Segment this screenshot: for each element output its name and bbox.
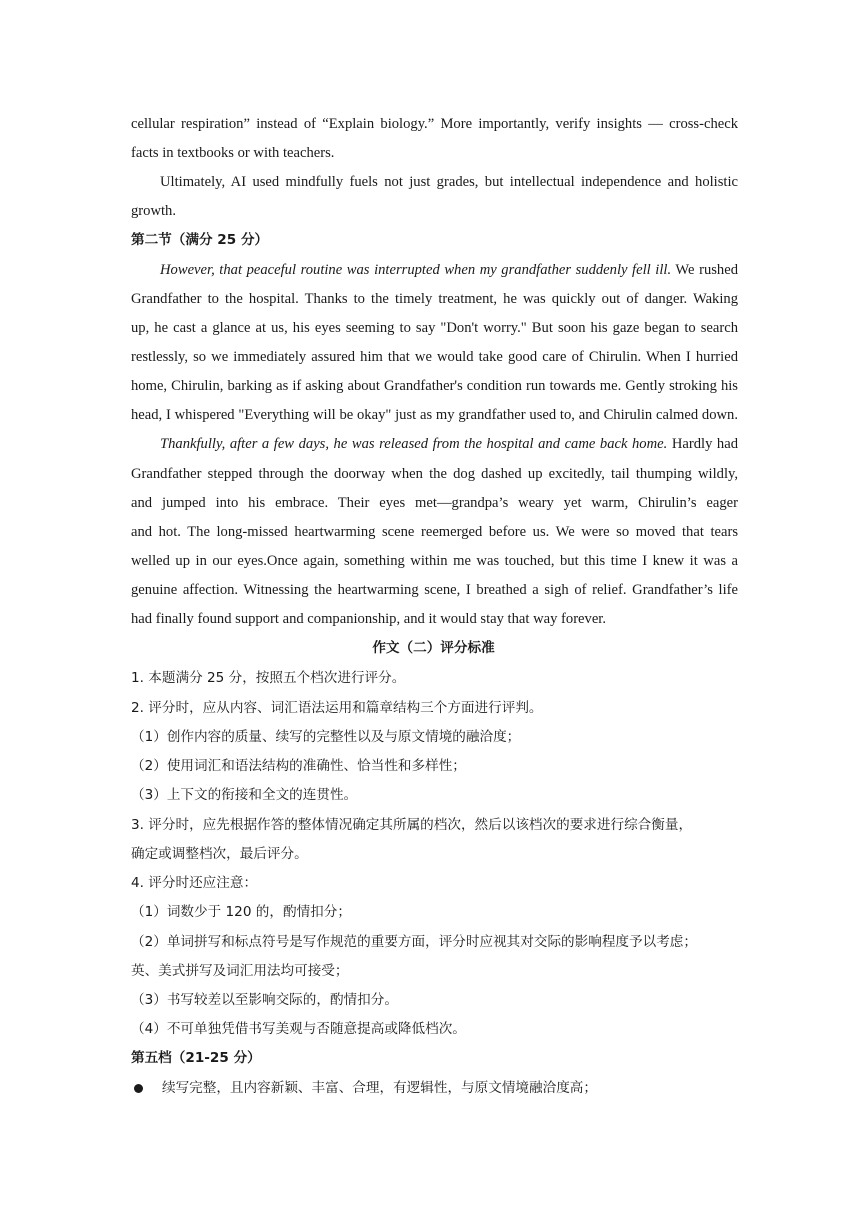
rubric-item-2-1: （1）创作内容的质量、续写的完整性以及与原文情境的融洽度； — [131, 729, 521, 745]
part1-line-2: facts in textbooks or with teachers. — [131, 145, 335, 161]
rubric-item-4-2-line-1: （2）单词拼写和标点符号是写作规范的重要方面，评分时应视其对交际的影响程度予以考虑； — [131, 934, 697, 950]
section2-heading: 第二节（满分 25 分） — [131, 232, 269, 248]
rubric-item-3-line-1: 3. 评分时，应先根据作答的整体情况确定其所属的档次，然后以该档次的要求进行综合衡量， — [131, 817, 693, 833]
p2-line-2: Grandfather stepped through the doorway when the dog dashed up excitedly, tail thumping wildly, — [131, 466, 738, 482]
p2-line-3: and jumped into his embrace. Their eyes met—grandpa’s weary yet warm, Chirulin’s eager — [131, 495, 738, 511]
rubric-item-2-3: （3）上下文的衔接和全文的连贯性。 — [131, 787, 358, 803]
p2-line-5: welled up in our eyes.Once again, something within me was touched, but this time I knew it was a — [131, 553, 738, 569]
rubric-item-4-3: （3）书写较差以至影响交际的，酌情扣分。 — [131, 992, 398, 1008]
level-5-heading: 第五档（21-25 分） — [131, 1050, 261, 1066]
p2-italic-opening: Thankfully, after a few days, he was released from the hospital and came back home. — [160, 436, 668, 452]
p1-line-1-rest: We rushed — [675, 262, 738, 278]
rubric-item-1: 1. 本题满分 25 分，按照五个档次进行评分。 — [131, 670, 406, 686]
part1-line-4: growth. — [131, 203, 176, 219]
rubric-item-4-4: （4）不可单独凭借书写美观与否随意提高或降低档次。 — [131, 1021, 466, 1037]
rubric-title: 作文（二）评分标准 — [372, 640, 495, 656]
bullet-icon — [134, 1084, 143, 1093]
rubric-item-2-2: （2）使用词汇和语法结构的准确性、恰当性和多样性； — [131, 758, 466, 774]
rubric-item-4: 4. 评分时还应注意： — [131, 875, 258, 891]
rubric-item-3-line-2: 确定或调整档次，最后评分。 — [131, 846, 308, 862]
rubric-item-4-1: （1）词数少于 120 的，酌情扣分； — [131, 904, 351, 920]
rubric-item-2: 2. 评分时，应从内容、词汇语法运用和篇章结构三个方面进行评判。 — [131, 700, 543, 716]
part1-line-1: cellular respiration” instead of “Explain biology.” More importantly, verify insights — cross-check — [131, 116, 738, 132]
p2-line-1 — [160, 434, 738, 454]
p1-line-5: home, Chirulin, barking as if asking about Grandfather's condition run towards me. Gently stroking his — [131, 378, 738, 394]
p1-line-6: head, I whispered "Everything will be okay" just as my grandfather used to, and Chirulin calmed down. — [131, 407, 738, 423]
rubric-item-4-2-line-2: 英、美式拼写及词汇用法均可接受； — [131, 963, 349, 979]
p2-line-4: and hot. The long-missed heartwarming scene reemerged before us. We were so moved that tears — [131, 524, 738, 540]
p2-line-6: genuine affection. Witnessing the heartwarming scene, I breathed a sigh of relief. Grandfather’s life — [131, 582, 738, 598]
p1-italic-opening: However, that peaceful routine was interrupted when my grandfather suddenly fell ill. — [160, 262, 672, 278]
level-5-bullet-1: 续写完整，且内容新颖、丰富、合理，有逻辑性，与原文情境融洽度高； — [162, 1080, 597, 1096]
part1-line-3: Ultimately, AI used mindfully fuels not just grades, but intellectual independence and holistic — [160, 174, 738, 190]
p2-line-1-rest: Hardly had — [671, 436, 738, 452]
p1-line-1 — [160, 260, 738, 280]
p1-line-4: restlessly, so we immediately assured him that we would take good care of Chirulin. When I hurried — [131, 349, 738, 365]
p2-line-7: had finally found support and companionship, and it would stay that way forever. — [131, 611, 607, 627]
p1-line-3: up, he cast a glance at us, his eyes seeming to say "Don't worry." But soon his gaze began to search — [131, 320, 738, 336]
p1-line-2: Grandfather to the hospital. Thanks to the timely treatment, he was quickly out of danger. Waking — [131, 291, 738, 307]
